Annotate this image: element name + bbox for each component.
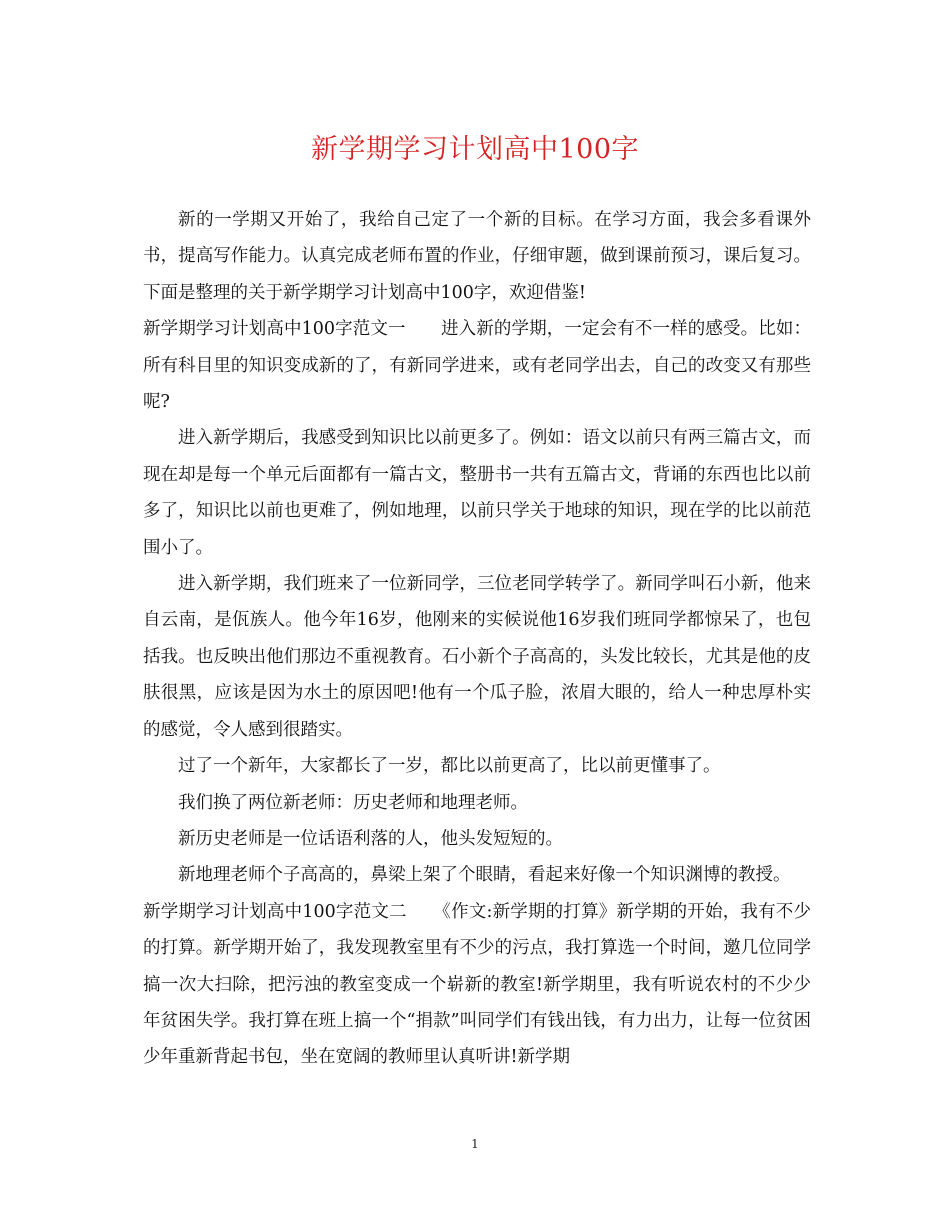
paragraph-intro: 新的一学期又开始了，我给自己定了一个新的目标。在学习方面，我会多看课外书，提高写作能力。认真完成老师布置的作业，仔细审题，做到课前预习，课后复习。下面是整理的关于新学期学习计划高中100字，欢迎借鉴! — [143, 210, 811, 303]
paragraph-new-teachers: 我们换了两位新老师：历史老师和地理老师。 — [178, 792, 528, 813]
document-body — [143, 202, 811, 1076]
paragraph-new-classmate: 进入新学期，我们班来了一位新同学，三位老同学转学了。新同学叫石小新，他来自云南，是佤族人。他今年16岁，他刚来的实候说他16岁我们班同学都惊呆了，也包括我。也反映出他们那边不重视教育。石小新个子高高的，头发比较长，尤其是他的皮肤很黑，应该是因为水土的原因吧!他有一个瓜子脸，浓眉大眼的，给人一种忠厚朴实的感觉，令人感到很踏实。 — [143, 574, 811, 740]
paragraph-new-year: 过了一个新年，大家都长了一岁，都比以前更高了，比以前更懂事了。 — [178, 756, 721, 777]
page-number: 1 — [471, 1137, 479, 1151]
paragraph-sample-one-heading: 新学期学习计划高中100字范文一 进入新的学期，一定会有不一样的感受。比如：所有科目里的知识变成新的了，有新同学进来，或有老同学出去，自己的改变又有那些呢? — [143, 319, 811, 413]
paragraph-sample-two-heading: 新学期学习计划高中100字范文二 《作文:新学期的打算》新学期的开始，我有不少的打算。新学期开始了，我发现教室里有不少的污点，我打算选一个时间，邀几位同学搞一次大扫除，把污浊的教室变成一个崭新的教室!新学期里，我有听说农村的不少少年贫困失学。我打算在班上搞一个“捐款”叫同学们有钱出钱，有力出力，让每一位贫困少年重新背起书包，坐在宽阔的教师里认真听讲!新学期 — [143, 901, 811, 1068]
paragraph-history-teacher: 新历史老师是一位话语利落的人，他头发短短的。 — [178, 828, 563, 849]
paragraph-knowledge: 进入新学期后，我感受到知识比以前更多了。例如：语文以前只有两三篇古文，而现在却是每一个单元后面都有一篇古文，整册书一共有五篇古文，背诵的东西也比以前多了，知识比以前也更难了，例如地理，以前只学关于地球的知识，现在学的比以前范围小了。 — [143, 428, 811, 558]
paragraph-geography-teacher: 新地理老师个子高高的，鼻梁上架了个眼睛，看起来好像一个知识渊博的教授。 — [178, 865, 791, 886]
document-title: 新学期学习计划高中100字 — [310, 134, 640, 165]
